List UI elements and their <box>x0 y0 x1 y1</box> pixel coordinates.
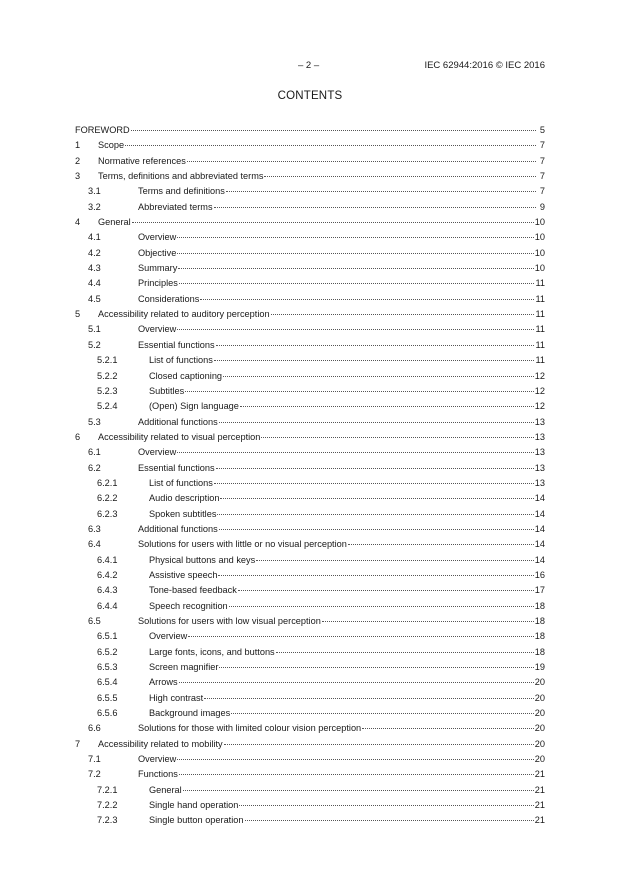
dot-leader <box>131 121 536 131</box>
toc-entry-number: 4.4 <box>88 278 101 289</box>
toc-entry-title: Essential functions <box>138 462 215 473</box>
dot-leader <box>218 566 533 576</box>
toc-entry-title: Closed captioning <box>149 370 223 381</box>
toc-entry-title: Screen magnifier <box>149 662 219 673</box>
dot-leader <box>183 781 534 791</box>
toc-entry-page: 14 <box>534 493 545 504</box>
toc-entry-page: 20 <box>534 738 545 749</box>
toc-entry-page: 20 <box>534 708 545 719</box>
dot-leader <box>214 351 535 361</box>
toc-entry-number: 6.5.1 <box>97 631 118 642</box>
toc-entry-title: General <box>149 784 182 795</box>
toc-entry-title: List of functions <box>149 477 213 488</box>
dot-leader <box>240 397 534 407</box>
toc-entry-title: Scope <box>98 140 125 151</box>
toc-entry-number: 6.5.4 <box>97 677 118 688</box>
copyright-notice: IEC 62944:2016 © IEC 2016 <box>424 60 545 71</box>
toc-entry-title: Accessibility related to auditory perception <box>98 309 270 320</box>
toc-entry-title: Solutions for users with little or no visual perception <box>138 539 347 550</box>
toc-entry-page: 21 <box>534 769 545 780</box>
dot-leader <box>220 489 533 499</box>
toc-entry-title: (Open) Sign language <box>149 401 239 412</box>
toc-entry-page: 18 <box>534 631 545 642</box>
toc-entry-page: 10 <box>534 232 545 243</box>
toc-entry-number: 6.5.3 <box>97 662 118 673</box>
toc-entry-title: Solutions for those with limited colour vision perception <box>138 723 362 734</box>
toc-entry-number: 7.2.1 <box>97 784 118 795</box>
toc-entry-page: 7 <box>539 186 545 197</box>
dot-leader <box>231 704 534 714</box>
toc-entry-page: 10 <box>534 217 545 228</box>
dot-leader <box>188 627 533 637</box>
toc-entry-page: 11 <box>535 324 545 335</box>
toc-entry-page: 13 <box>534 431 545 442</box>
toc-entry-page: 14 <box>534 523 545 534</box>
toc-entry-number: 6.2 <box>88 462 101 473</box>
toc-entry-page: 19 <box>534 662 545 673</box>
toc-entry-number: 3.2 <box>88 201 101 212</box>
toc-entry-title: List of functions <box>149 355 213 366</box>
toc-entry-number: 7.2 <box>88 769 101 780</box>
dot-leader <box>348 535 534 545</box>
toc-entry-page: 14 <box>534 508 545 519</box>
toc-entry-page: 21 <box>534 800 545 811</box>
page-header <box>0 60 620 74</box>
dot-leader <box>177 750 533 760</box>
toc-entry-title: Principles <box>138 278 178 289</box>
toc-entry-page: 16 <box>534 569 545 580</box>
toc-entry-number: 5.1 <box>88 324 101 335</box>
toc-entry-title: Functions <box>138 769 178 780</box>
toc-entry-title: Accessibility related to mobility <box>98 738 223 749</box>
toc-entry-title: Single button operation <box>149 815 244 826</box>
toc-entry-page: 20 <box>534 677 545 688</box>
toc-entry-title: Essential functions <box>138 339 215 350</box>
toc-entry-title: Overview <box>138 447 177 458</box>
dot-leader <box>214 198 536 208</box>
toc-entry-page: 11 <box>535 278 545 289</box>
toc-entry-title: Objective <box>138 247 177 258</box>
toc-entry-number: 6.6 <box>88 723 101 734</box>
dot-leader <box>179 673 534 683</box>
toc-entry-number: 1 <box>75 140 81 151</box>
toc-entry-page: 21 <box>534 784 545 795</box>
toc-entry-number: 6.5 <box>88 616 101 626</box>
dot-leader <box>276 643 534 653</box>
toc-entry-page: 13 <box>534 462 545 473</box>
toc-entry-number: 6.2.1 <box>97 477 118 488</box>
dot-leader <box>178 259 533 269</box>
toc-entry-number: 4.2 <box>88 247 101 258</box>
dot-leader <box>219 658 533 668</box>
toc-entry-title: Terms, definitions and abbreviated terms <box>98 171 264 182</box>
toc-entry-number: 6.5.5 <box>97 692 118 703</box>
toc-entry-number: 7.1 <box>88 754 101 765</box>
dot-leader <box>217 505 533 515</box>
toc-entry-title: Solutions for users with low visual perception <box>138 616 321 626</box>
toc-entry-title: Abbreviated terms <box>138 201 213 212</box>
toc-entry-title: Overview <box>138 232 177 243</box>
dot-leader <box>185 382 534 392</box>
toc-entry-title: Terms and definitions <box>138 186 225 197</box>
toc-entry-title: Speech recognition <box>149 600 228 611</box>
toc-entry-number: 4.5 <box>88 293 101 304</box>
dot-leader <box>322 612 534 622</box>
toc-entry-number: 5.2.2 <box>97 370 118 381</box>
page-number: – 2 – <box>298 60 320 71</box>
toc-entry-number: 3 <box>75 171 81 182</box>
toc-entry-number: 5.2.3 <box>97 385 118 396</box>
dot-leader <box>256 551 534 561</box>
dot-leader <box>245 811 534 821</box>
toc-entry-title: Considerations <box>138 293 200 304</box>
toc-entry-title: Subtitles <box>149 385 185 396</box>
dot-leader <box>187 152 536 162</box>
dot-leader <box>224 735 534 745</box>
toc-entry-number: 6.4.1 <box>97 554 118 565</box>
toc-entry-page: 20 <box>534 723 545 734</box>
toc-entry-title: Overview <box>149 631 188 642</box>
toc-entry-page: 11 <box>535 309 545 320</box>
toc-entry-number: 7 <box>75 738 81 749</box>
toc-entry-title: General <box>98 217 131 228</box>
toc-entry-page: 9 <box>539 201 545 212</box>
dot-leader <box>204 689 534 699</box>
toc-entry-number: 5 <box>75 309 81 320</box>
dot-leader <box>362 719 534 729</box>
toc-entry-page: 14 <box>534 539 545 550</box>
toc-entry-number: 5.2.4 <box>97 401 118 412</box>
toc-entry-title: Overview <box>138 324 177 335</box>
toc-entry-number: 6.4.2 <box>97 569 118 580</box>
toc-entry[interactable] <box>75 813 545 828</box>
dot-leader <box>177 320 534 330</box>
dot-leader <box>179 274 535 284</box>
toc-entry-page: 11 <box>535 355 545 366</box>
toc-entry-number: 4 <box>75 217 81 228</box>
dot-leader <box>271 305 535 315</box>
toc-entry-page: 17 <box>534 585 545 596</box>
toc-entry-page: 20 <box>534 692 545 703</box>
toc-entry-number: 5.2.1 <box>97 355 118 366</box>
toc-entry-title: Additional functions <box>138 416 218 427</box>
toc-entry-title: Additional functions <box>138 523 218 534</box>
toc-entry-page: 12 <box>534 385 545 396</box>
dot-leader <box>261 428 533 438</box>
toc-entry-page: 11 <box>535 293 545 304</box>
toc-entry-title: Audio description <box>149 493 220 504</box>
dot-leader <box>200 290 534 300</box>
toc-entry-page: 12 <box>534 401 545 412</box>
toc-entry-page: 14 <box>534 554 545 565</box>
toc-entry-page: 18 <box>534 600 545 611</box>
toc-entry-title: Tone-based feedback <box>149 585 237 596</box>
toc-entry-number: 7.2.2 <box>97 800 118 811</box>
dot-leader <box>216 459 534 469</box>
dot-leader <box>177 228 533 238</box>
toc-entry-number: 4.1 <box>88 232 101 243</box>
toc-entry-number: 6.5.2 <box>97 646 118 657</box>
toc-entry-number: 3.1 <box>88 186 101 197</box>
toc-entry-title: Normative references <box>98 155 186 166</box>
dot-leader <box>239 796 533 806</box>
toc-entry-page: 10 <box>534 247 545 258</box>
dot-leader <box>177 443 533 453</box>
dot-leader <box>132 213 534 223</box>
toc-entry-title: FOREWORD <box>75 125 130 135</box>
toc-entry-title: Physical buttons and keys <box>149 554 256 565</box>
toc-entry-page: 5 <box>539 125 545 135</box>
dot-leader <box>219 520 534 530</box>
toc-entry-page: 18 <box>534 646 545 657</box>
dot-leader <box>264 167 536 177</box>
toc-entry-title: Single hand operation <box>149 800 239 811</box>
toc-entry-page: 13 <box>534 447 545 458</box>
dot-leader <box>216 336 535 346</box>
toc-entry-page: 10 <box>534 263 545 274</box>
toc-entry-title: High contrast <box>149 692 204 703</box>
toc-entry-number: 6.2.3 <box>97 508 118 519</box>
page-title: CONTENTS <box>277 90 343 102</box>
toc-entry-page: 11 <box>535 339 545 350</box>
toc-entry-number: 6.4.4 <box>97 600 118 611</box>
toc-entry-number: 5.3 <box>88 416 101 427</box>
toc-entry-title: Spoken subtitles <box>149 508 217 519</box>
toc-entry-title: Assistive speech <box>149 569 218 580</box>
dot-leader <box>219 413 534 423</box>
dot-leader <box>229 597 534 607</box>
toc-entry-number: 6.1 <box>88 447 101 458</box>
toc-entry-number: 6.4 <box>88 539 101 550</box>
toc-entry-page: 21 <box>534 815 545 826</box>
toc-entry-page: 18 <box>534 616 545 626</box>
toc-entry-number: 6 <box>75 431 81 442</box>
dot-leader <box>177 244 533 254</box>
table-of-contents <box>75 123 545 829</box>
toc-entry-page: 12 <box>534 370 545 381</box>
toc-entry-number: 2 <box>75 155 81 166</box>
toc-entry-page: 13 <box>534 416 545 427</box>
toc-entry-number: 6.5.6 <box>97 708 118 719</box>
toc-entry-title: Background images <box>149 708 231 719</box>
toc-entry-title: Summary <box>138 263 178 274</box>
toc-entry-number: 4.3 <box>88 263 101 274</box>
toc-entry-page: 13 <box>534 477 545 488</box>
toc-entry-title: Overview <box>138 754 177 765</box>
dot-leader <box>214 474 534 484</box>
toc-entry-number: 6.3 <box>88 523 101 534</box>
dot-leader <box>226 182 536 192</box>
dot-leader <box>238 581 534 591</box>
toc-entry-number: 6.2.2 <box>97 493 118 504</box>
dot-leader <box>223 367 534 377</box>
toc-entry-page: 7 <box>539 155 545 166</box>
toc-entry-title: Arrows <box>149 677 178 688</box>
toc-entry-page: 20 <box>534 754 545 765</box>
toc-entry-title: Large fonts, icons, and buttons <box>149 646 275 657</box>
dot-leader <box>125 136 536 146</box>
toc-entry-number: 7.2.3 <box>97 815 118 826</box>
toc-entry-number: 5.2 <box>88 339 101 350</box>
dot-leader <box>179 765 534 775</box>
toc-entry-title: Accessibility related to visual perception <box>98 431 261 442</box>
toc-entry-page: 7 <box>539 171 545 182</box>
toc-entry-number: 6.4.3 <box>97 585 118 596</box>
toc-entry-page: 7 <box>539 140 545 151</box>
